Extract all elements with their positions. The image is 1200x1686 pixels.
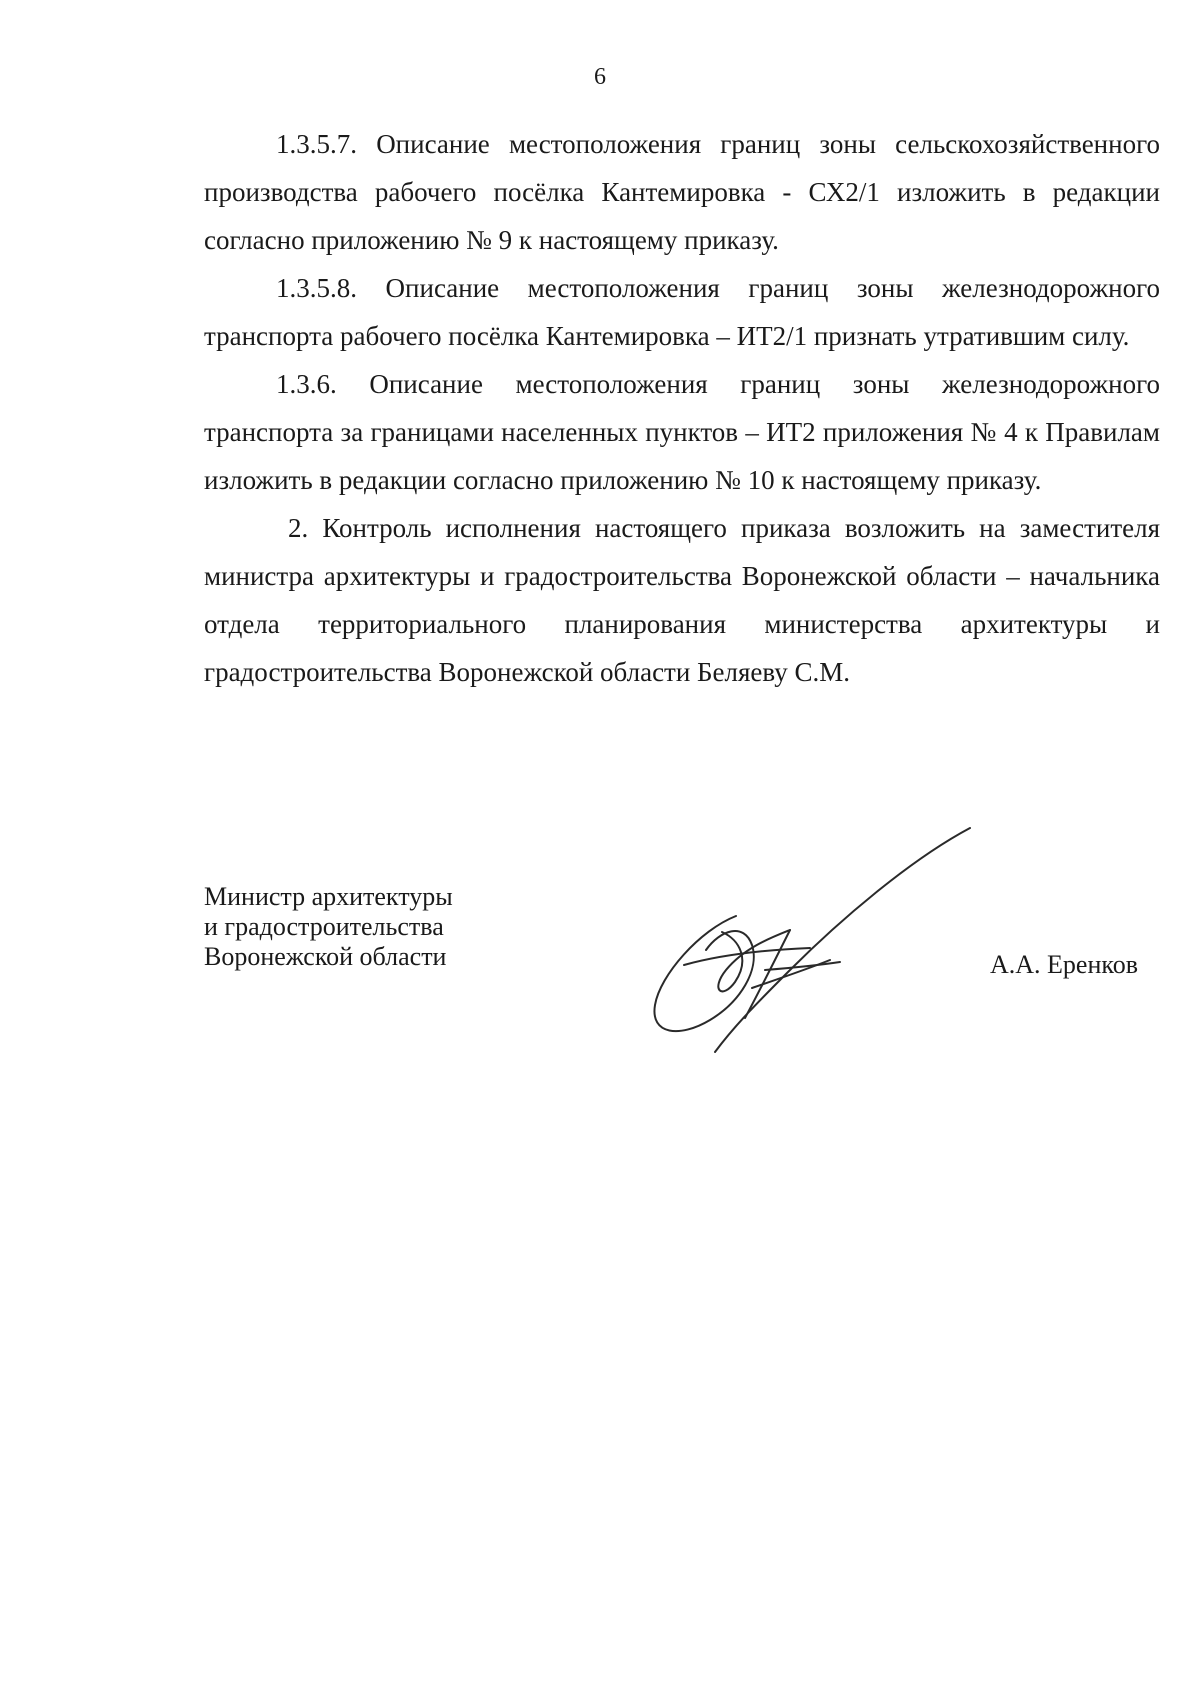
paragraph-1-3-5-7: 1.3.5.7. Описание местоположения границ зоны сельскохозяйственного производства рабочего посёлка Кантемировка - СХ2/1 изложить в редакции согласно приложению № 9 к настоящему приказу. [204, 129, 1160, 255]
paragraph-1-3-5-8: 1.3.5.8. Описание местоположения границ зоны железнодорожного транспорта рабочего посёлка Кантемировка – ИТ2/1 признать утратившим силу. [204, 273, 1160, 351]
signer-title-line: Министр архитектуры [204, 882, 453, 911]
signer-title-block [204, 882, 453, 972]
paragraph-1-3-6: 1.3.6. Описание местоположения границ зоны железнодорожного транспорта за границами населенных пунктов – ИТ2 приложения № 4 к Правилам изложить в редакции согласно приложению № 10 к настоящему приказу. [204, 369, 1160, 495]
signer-name: А.А. Еренков [990, 950, 1138, 979]
signer-title-line: Воронежской области [204, 942, 447, 971]
signer-title-line: и градостроительства [204, 912, 444, 941]
paragraph-2: 2. Контроль исполнения настоящего приказа возложить на заместителя министра архитектуры и градостроительства Воронежской области – начальника отдела территориального планирования министерства архитектуры и градостроительства Воронежской области Беляеву С.М. [204, 513, 1160, 687]
document-body [204, 120, 1160, 696]
page-number: 6 [594, 64, 606, 90]
handwritten-signature [640, 820, 980, 1070]
